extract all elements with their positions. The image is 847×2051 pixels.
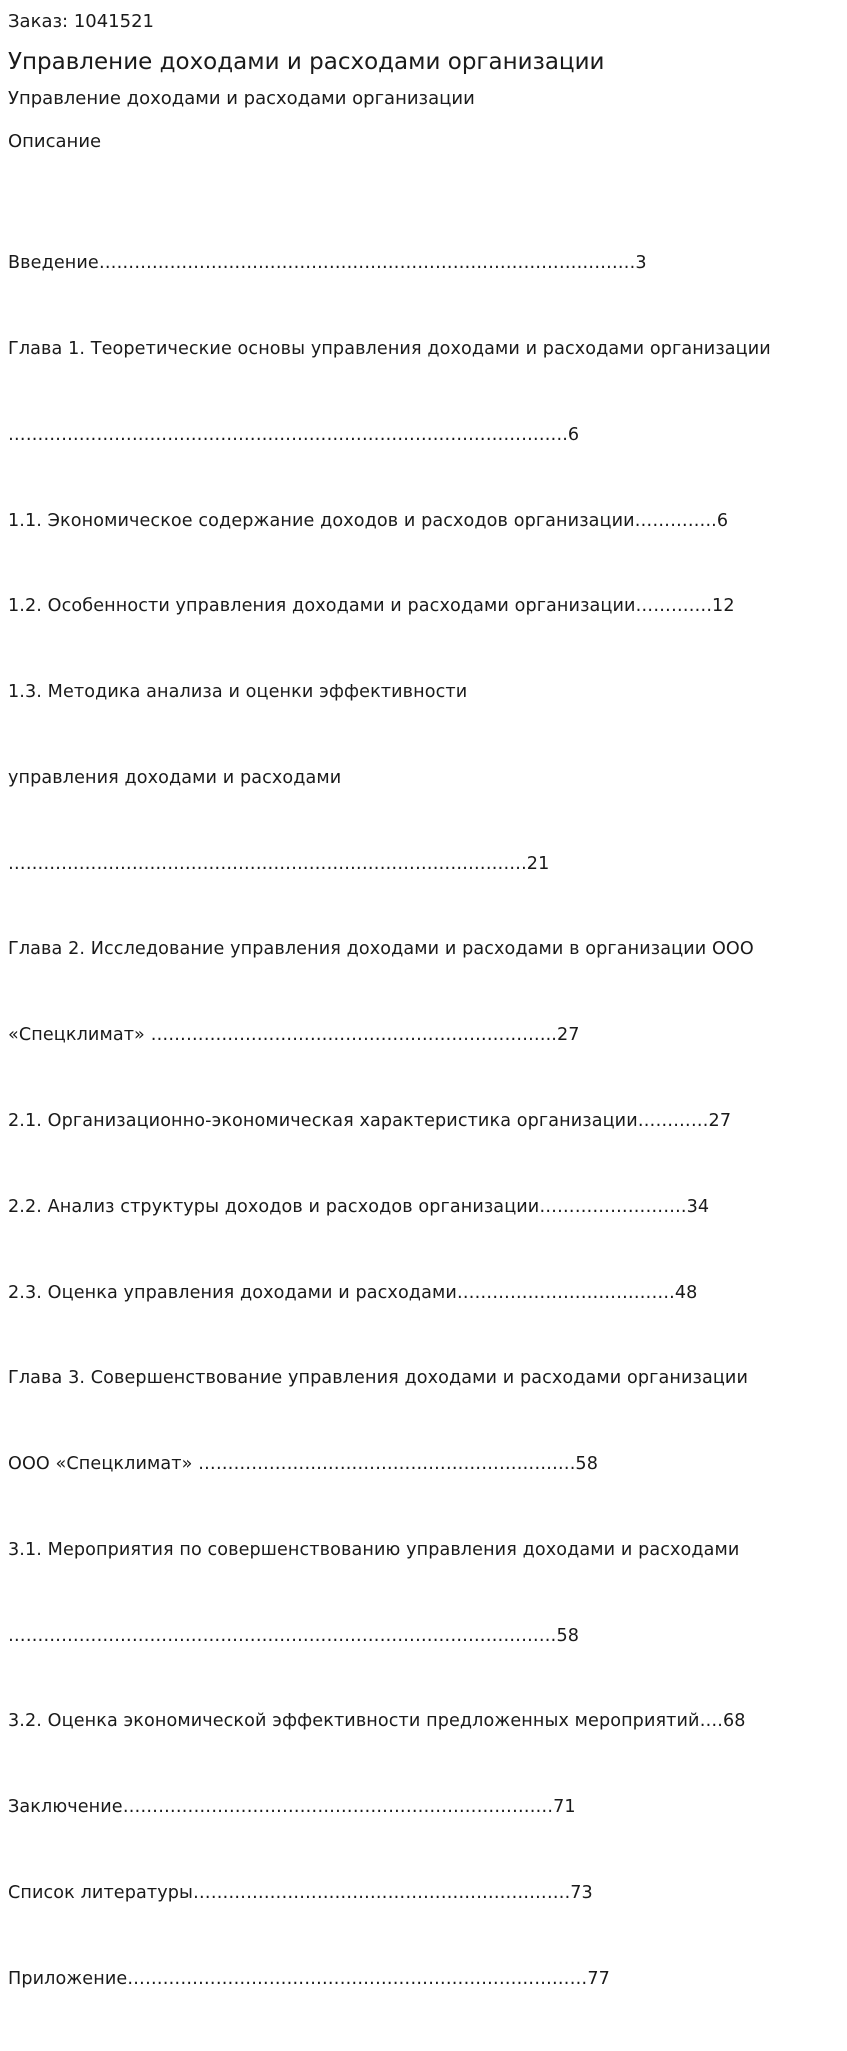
toc-line: 1.3. Методика анализа и оценки эффективности bbox=[8, 682, 468, 703]
toc-line: 2.2. Анализ структуры доходов и расходов организации…………………….34 bbox=[8, 1196, 710, 1217]
page-title: Управление доходами и расходами организации bbox=[8, 49, 605, 75]
table-of-contents bbox=[8, 192, 771, 2051]
toc-line: …………………………………………………………………………………..6 bbox=[8, 424, 580, 445]
toc-line: Глава 2. Исследование управления доходами и расходами в организации ООО bbox=[8, 939, 754, 960]
page-subtitle: Управление доходами и расходами организации bbox=[8, 88, 475, 109]
toc-line: Список литературы……………………………………………………….73 bbox=[8, 1883, 593, 1904]
toc-line: 2.3. Оценка управления доходами и расходами……………………………….48 bbox=[8, 1282, 698, 1303]
toc-line: 1.2. Особенности управления доходами и расходами организации………….12 bbox=[8, 596, 735, 617]
toc-line: 3.2. Оценка экономической эффективности предложенных мероприятий….68 bbox=[8, 1711, 746, 1732]
order-number: Заказ: 1041521 bbox=[8, 11, 154, 32]
toc-line: …………………………………………………………………………………58 bbox=[8, 1625, 580, 1646]
toc-line: 3.1. Мероприятия по совершенствованию управления доходами и расходами bbox=[8, 1539, 740, 1560]
toc-line: «Спецклимат» …………………………………………………………...27 bbox=[8, 1025, 580, 1046]
toc-line: Глава 3. Совершенствование управления доходами и расходами организации bbox=[8, 1368, 748, 1389]
toc-line: Глава 1. Теоретические основы управления доходами и расходами организации bbox=[8, 338, 771, 359]
toc-line: управления доходами и расходами bbox=[8, 767, 342, 788]
toc-line: Приложение……………………………………………………………………77 bbox=[8, 1968, 610, 1989]
description-heading: Описание bbox=[8, 131, 102, 152]
toc-line: 1.1. Экономическое содержание доходов и расходов организации…………..6 bbox=[8, 510, 729, 531]
toc-line: …………………………………………………………………………….21 bbox=[8, 853, 550, 874]
toc-line: Заключение……………………………………………………………….71 bbox=[8, 1797, 576, 1818]
toc-line: 2.1. Организационно-экономическая характеристика организации…………27 bbox=[8, 1111, 732, 1131]
toc-line: ООО «Спецклимат» ……………………………………………………….58 bbox=[8, 1454, 599, 1475]
toc-line: Введение……………………………………………………………………………….3 bbox=[8, 253, 647, 274]
